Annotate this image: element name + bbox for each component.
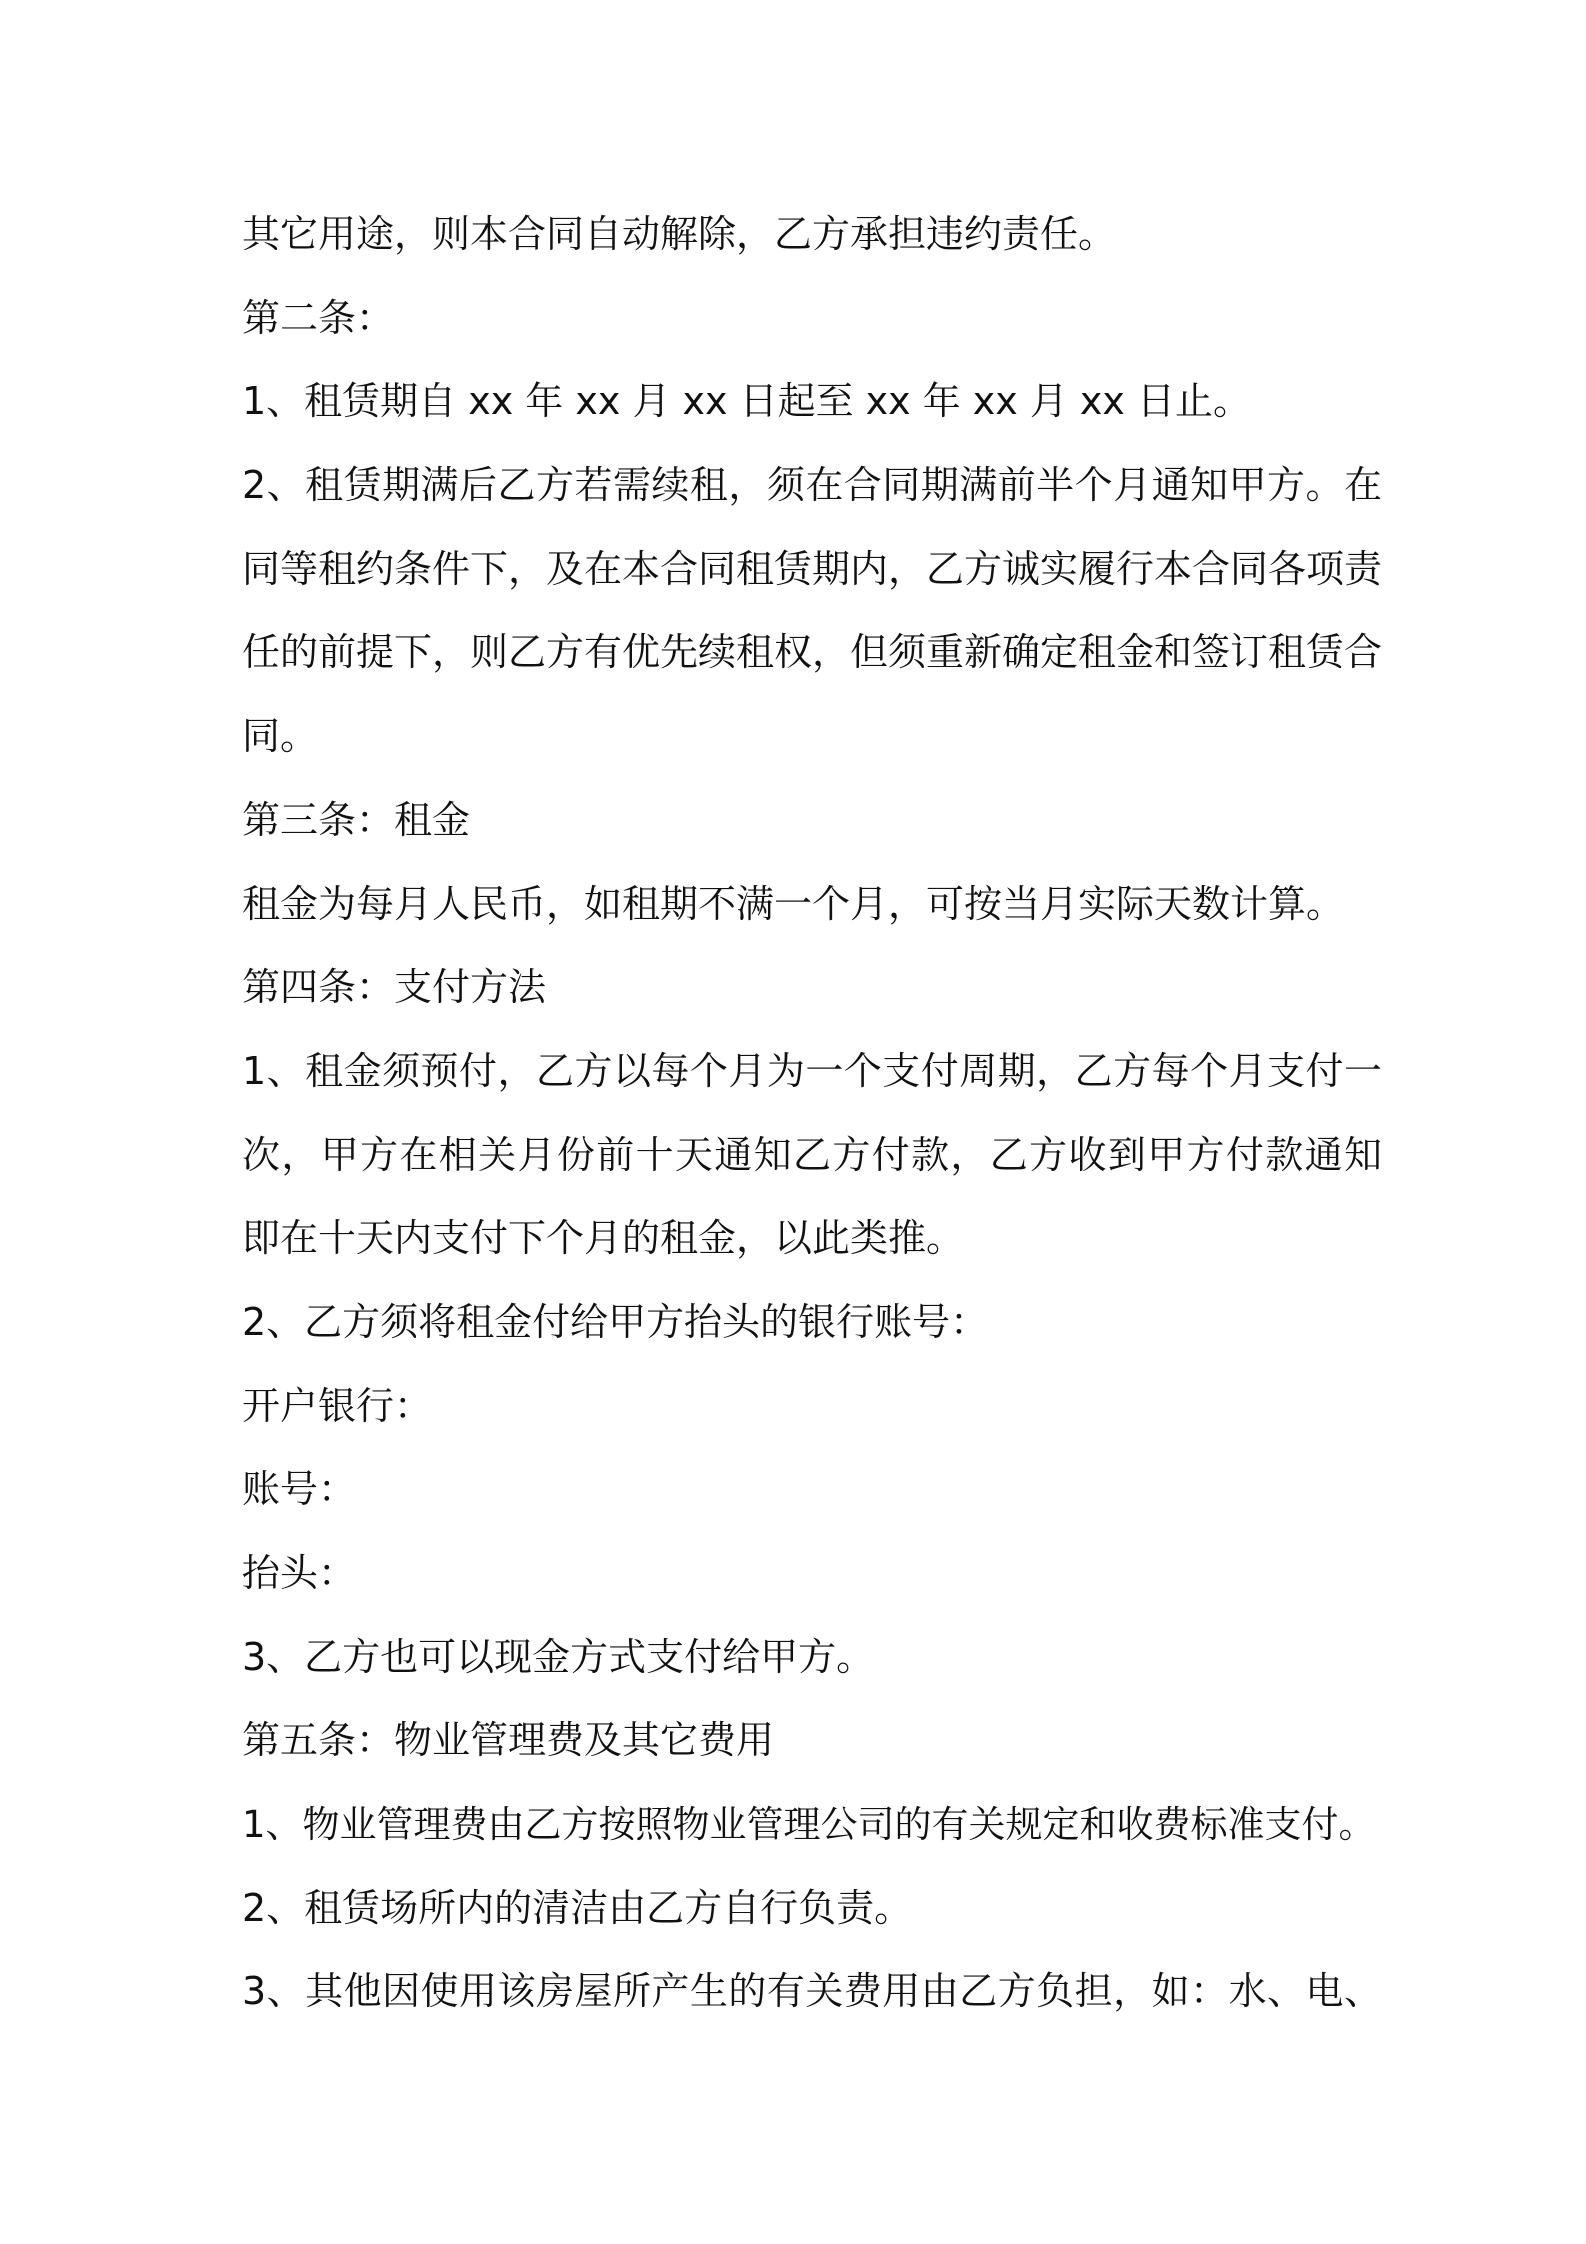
text-line: 抬头： (242, 1551, 357, 1595)
text-line: 开户银行： (242, 1383, 433, 1428)
text-line: 次，甲方在相关月份前十天通知乙方付款，乙方收到甲方付款通知 (242, 1132, 1382, 1177)
text-line: 第五条：物业管理费及其它费用 (242, 1718, 775, 1763)
text-line: 即在十天内支付下个月的租金，以此类推。 (242, 1216, 965, 1261)
text-line: 1、物业管理费由乙方按照物业管理公司的有关规定和收费标准支付。 (242, 1803, 1376, 1847)
text-line: 2、租赁场所内的清洁由乙方自行负责。 (242, 1885, 913, 1930)
contract-body (242, 193, 1382, 2034)
text-line: 1、租金须预付，乙方以每个月为一个支付周期，乙方每个月支付一 (242, 1048, 1382, 1093)
text-line: 同。 (242, 714, 319, 759)
text-line: 1、租赁期自 xx 年 xx 月 xx 日起至 xx 年 xx 月 xx 日止。 (242, 379, 1251, 424)
text-line: 同等租约条件下，及在本合同租赁期内，乙方诚实履行本合同各项责 (242, 546, 1382, 591)
text-line: 第二条： (242, 295, 395, 340)
text-line: 第三条：租金 (242, 797, 471, 842)
text-line: 3、其他因使用该房屋所产生的有关费用由乙方负担，如：水、电、 (242, 1969, 1382, 2014)
text-line: 任的前提下，则乙方有优先续租权，但须重新确定租金和签订租赁合 (242, 630, 1382, 675)
text-line: 2、乙方须将租金付给甲方抬头的银行账号： (242, 1299, 989, 1344)
text-line: 2、租赁期满后乙方若需续租，须在合同期满前半个月通知甲方。在 (242, 463, 1382, 508)
text-line: 租金为每月人民币，如租期不满一个月，可按当月实际天数计算。 (242, 881, 1345, 926)
text-line: 其它用途，则本合同自动解除，乙方承担违约责任。 (242, 212, 1117, 256)
text-line: 账号： (242, 1467, 357, 1512)
text-line: 第四条：支付方法 (242, 965, 547, 1010)
text-line: 3、乙方也可以现金方式支付给甲方。 (242, 1634, 875, 1679)
